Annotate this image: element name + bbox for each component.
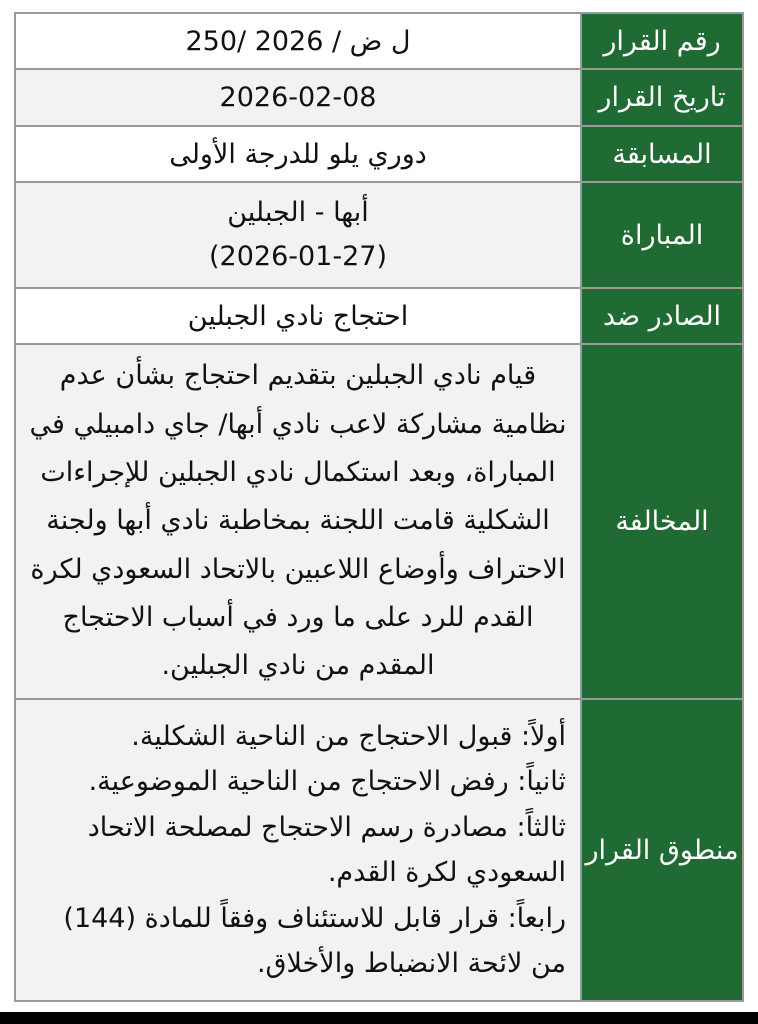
value-decision-date	[15, 69, 581, 126]
label-decision-text: منطوق القرار	[581, 699, 743, 1001]
label-competition: المسابقة	[581, 126, 743, 182]
label-decision-date: تاريخ القرار	[581, 69, 743, 126]
decision-table	[14, 12, 744, 1002]
decision-number-text: 250/ ل ض / 2026	[185, 25, 411, 57]
label-match: المباراة	[581, 182, 743, 288]
row-issued-against	[15, 288, 743, 344]
match-teams: أبها - الجبلين	[227, 197, 369, 228]
value-match	[15, 182, 581, 288]
row-violation	[15, 344, 743, 699]
bottom-black-bar	[0, 1012, 758, 1024]
violation-text: قيام نادي الجبلين بتقديم احتجاج بشأن عدم نظامية مشاركة لاعب نادي أبها/ جاي دامبيلي في المباراة، وبعد استكمال نادي الجبلين للإجراءات الشكلية قامت اللجنة بمخاطبة نادي أبها ولجنة الاحتراف وأوضاع اللاعبين بالاتحاد السعودي لكرة القدم للرد على ما ورد في أسباب الاحتجاج المقدم من نادي الجبلين.	[29, 360, 567, 682]
row-competition	[15, 126, 743, 182]
label-violation: المخالفة	[581, 344, 743, 699]
decision-date-text: 2026-02-08	[219, 82, 377, 113]
row-decision-number	[15, 13, 743, 69]
decision-items-list	[16, 710, 580, 991]
value-competition: دوري يلو للدرجة الأولى	[15, 126, 581, 182]
row-decision-text	[15, 699, 743, 1001]
decision-item-2: ثانياً: رفض الاحتجاج من الناحية الموضوعية.	[88, 766, 566, 797]
row-decision-date	[15, 69, 743, 126]
value-violation	[15, 344, 581, 699]
row-match	[15, 182, 743, 288]
label-issued-against: الصادر ضد	[581, 288, 743, 344]
label-decision-number: رقم القرار	[581, 13, 743, 69]
decision-item-3: ثالثاً: مصادرة رسم الاحتجاج لمصلحة الاتحاد السعودي لكرة القدم.	[87, 811, 566, 888]
match-date: (2026-01-27)	[209, 241, 387, 272]
value-decision-text	[15, 699, 581, 1001]
decision-item-1: أولاً: قبول الاحتجاج من الناحية الشكلية.	[131, 720, 566, 752]
decision-item-4: رابعاً: قرار قابل للاستئناف وفقاً للمادة (144) من لائحة الانضباط والأخلاق.	[63, 902, 566, 979]
value-decision-number	[15, 13, 581, 69]
value-issued-against: احتجاج نادي الجبلين	[15, 288, 581, 344]
